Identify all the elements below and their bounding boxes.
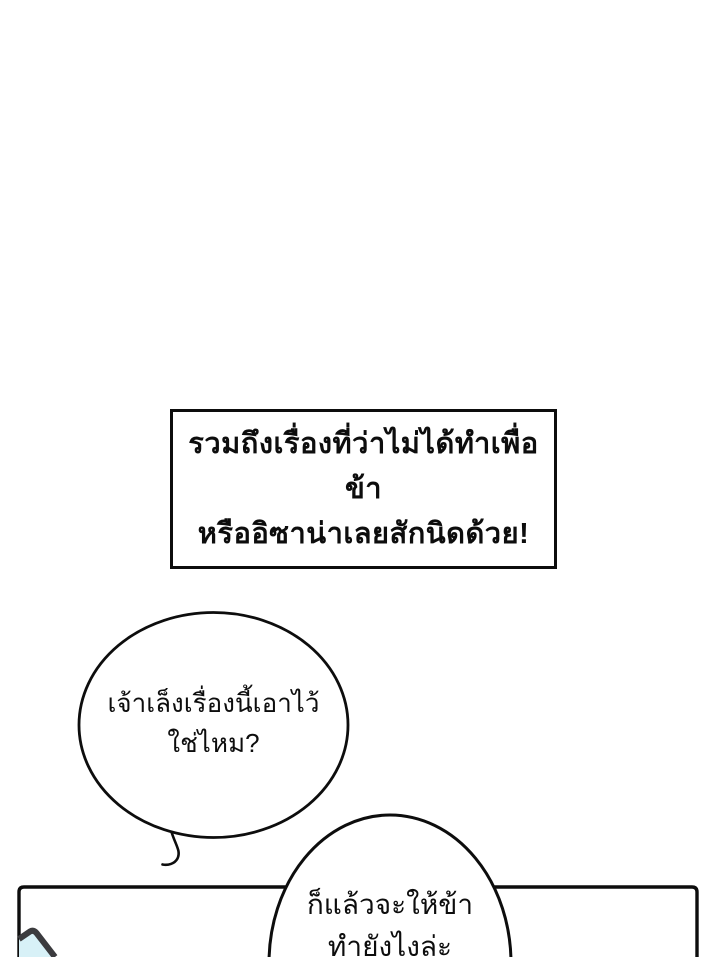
speech-bubble-2-text [275,884,505,957]
speech-bubble-1-text [79,683,348,763]
speech-bubble-1-line-1: เจ้าเล็งเรื่องนี้เอาไว้ [107,688,320,718]
speech-bubble-1-tail [163,832,179,865]
narration-line-1: รวมถึงเรื่องที่ว่าไม่ได้ทำเพื่อข้า [188,427,539,505]
narration-line-2: หรืออิซาน่าเลยสักนิดด้วย! [197,517,530,550]
speech-bubble-2-line-2: ทำยังไงล่ะ [327,931,453,957]
speech-bubble-2-line-1: ก็แล้วจะให้ข้า [306,889,474,920]
speech-bubble-1-line-2: ใช่ไหม? [167,728,260,758]
narration-box [170,409,557,569]
